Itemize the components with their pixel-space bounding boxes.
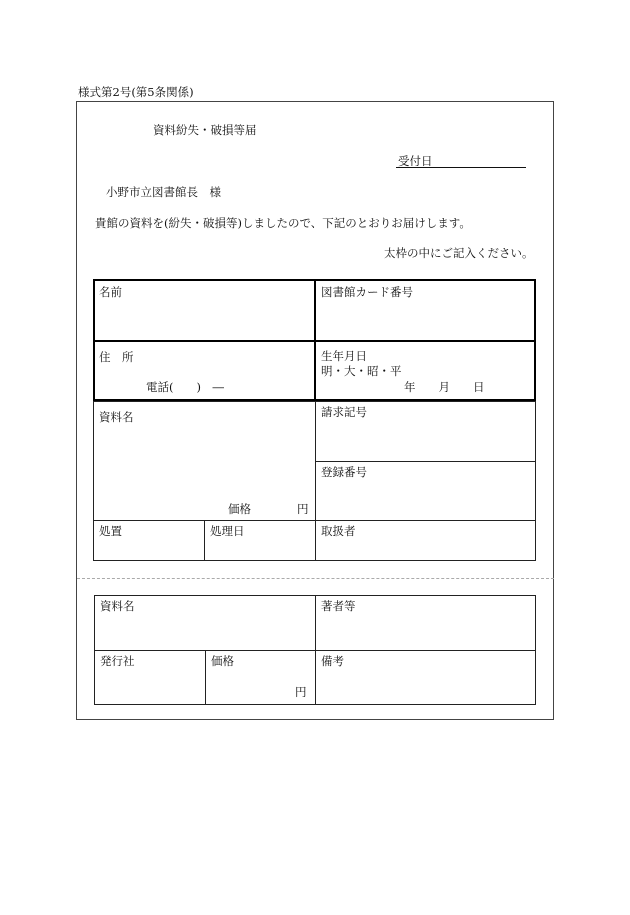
form-number: 様式第2号(第5条関係) bbox=[78, 85, 194, 99]
name-field[interactable] bbox=[96, 300, 312, 338]
disposition-label: 処置 bbox=[99, 524, 122, 538]
material-name-label: 資料名 bbox=[99, 410, 134, 424]
disposition-row-divider bbox=[93, 520, 536, 521]
address-label: 住 所 bbox=[99, 350, 134, 364]
call-number-label: 請求記号 bbox=[321, 405, 367, 419]
date-units: 年 月 日 bbox=[404, 380, 485, 394]
received-date-label: 受付日 bbox=[398, 154, 433, 168]
received-date-field[interactable] bbox=[396, 167, 526, 168]
addressee: 小野市立図書館長 様 bbox=[106, 185, 221, 199]
phone-label: 電話( ) ― bbox=[146, 380, 224, 394]
card-number-label: 図書館カード番号 bbox=[321, 285, 413, 299]
registration-number-label: 登録番号 bbox=[321, 465, 367, 479]
publisher-label: 発行社 bbox=[100, 654, 135, 668]
statement: 貴館の資料を(紛失・破損等)しましたので、下記のとおりお届けします。 bbox=[95, 216, 471, 230]
applicant-row-divider bbox=[94, 340, 535, 342]
call-number-divider bbox=[315, 461, 536, 462]
name-label: 名前 bbox=[99, 285, 122, 299]
author-label: 著者等 bbox=[321, 599, 356, 613]
yen-label: 円 bbox=[297, 502, 309, 516]
disposition-divider bbox=[204, 520, 205, 561]
birth-date-label: 生年月日 bbox=[321, 349, 367, 363]
card-number-field[interactable] bbox=[318, 300, 534, 338]
price-label: 価格 bbox=[228, 502, 251, 516]
material-divider bbox=[315, 401, 316, 561]
publisher-price-divider bbox=[205, 650, 206, 705]
cut-line bbox=[77, 578, 554, 579]
remarks-label: 備考 bbox=[321, 654, 344, 668]
lower-row-divider bbox=[94, 650, 536, 651]
lower-yen-label: 円 bbox=[295, 685, 307, 699]
lower-price-label: 価格 bbox=[211, 654, 234, 668]
form-title: 資料紛失・破損等届 bbox=[153, 123, 257, 137]
lower-material-name-label: 資料名 bbox=[100, 599, 135, 613]
era-options: 明・大・昭・平 bbox=[321, 364, 402, 378]
instruction: 太枠の中にご記入ください。 bbox=[384, 246, 534, 260]
processing-date-label: 処理日 bbox=[210, 524, 245, 538]
handler-label: 取扱者 bbox=[321, 524, 356, 538]
